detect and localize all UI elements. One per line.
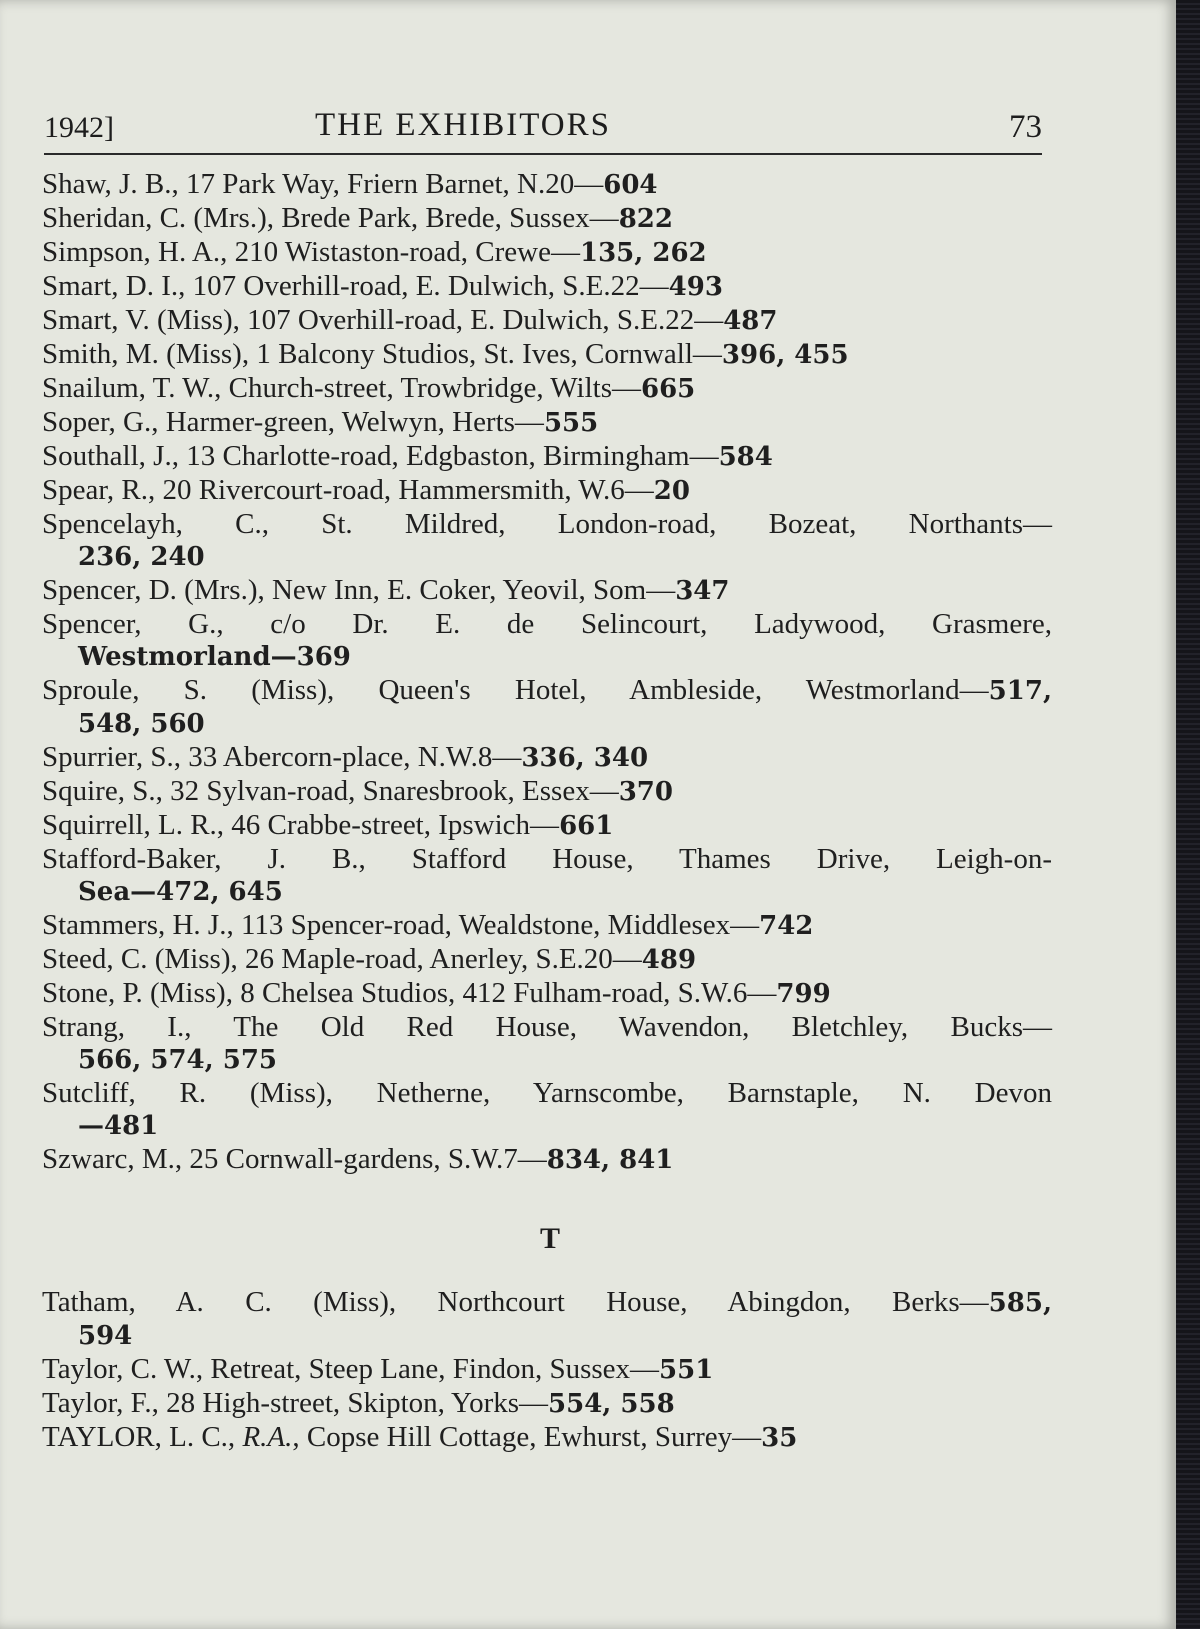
exhibitor-entry-taylor-lc [42,1421,1052,1455]
exhibitor-entry [42,168,1052,202]
exhibitor-entry [42,474,1052,508]
entry-address: Simpson, H. A., 210 Wistaston-road, Crewe— [42,236,580,268]
entry-name: TAYLOR, L. C., [42,1421,243,1453]
catalogue-numbers: 554, 558 [548,1389,675,1419]
entry-text [42,236,1052,270]
entry-text [42,406,1052,440]
entry-address: Smith, M. (Miss), 1 Balcony Studios, St. Ives, Cornwall— [42,338,722,370]
catalogue-numbers: 20 [653,476,690,506]
entry-address: Sutcliff, R. (Miss), Netherne, Yarnscombe, Barnstaple, N. Devon [42,1077,1052,1109]
catalogue-numbers: 555 [543,408,599,438]
exhibitor-entry [42,304,1052,338]
exhibitor-entry [42,1353,1052,1387]
catalogue-numbers: 135, 262 [580,238,707,268]
header-title: THE EXHIBITORS [315,107,611,143]
exhibitor-entry [42,406,1052,440]
entry-address: Soper, G., Harmer-green, Welwyn, Herts— [42,406,544,438]
header-year: 1942] [44,111,114,144]
catalogue-numbers: 347 [675,576,730,606]
entry-address: Spencer, G., c/o Dr. E. de Selincourt, Ladywood, Grasmere, [42,608,1052,640]
catalogue-numbers: 370 [618,777,673,807]
entry-text [42,508,1052,541]
exhibitor-list-t [42,1286,1052,1455]
entry-address: Spurrier, S., 33 Abercorn-place, N.W.8— [42,741,522,773]
catalogue-numbers: 487 [723,306,778,336]
entry-address: Smart, D. I., 107 Overhill-road, E. Dulwich, S.E.22— [42,270,669,302]
entry-text [42,608,1052,641]
catalogue-numbers: 604 [603,170,658,200]
entry-address: Szwarc, M., 25 Cornwall-gardens, S.W.7— [42,1143,547,1175]
catalogue-numbers: 336, 340 [521,743,649,773]
catalogue-numbers: 661 [559,811,614,841]
entry-address: Stafford-Baker, J. B., Stafford House, Thames Drive, Leigh-on- [42,843,1052,875]
entry-address: , Copse Hill Cottage, Ewhurst, Surrey— [292,1421,762,1453]
catalogue-numbers: 665 [640,374,696,404]
entry-address: Shaw, J. B., 17 Park Way, Friern Barnet, N.20— [42,168,604,200]
entry-text [42,574,1052,608]
entry-text [42,1011,1052,1044]
exhibitor-entry [42,270,1052,304]
entry-text [42,1387,1052,1421]
entry-text [42,909,1052,943]
entry-address: Steed, C. (Miss), 26 Maple-road, Anerley, S.E.20— [42,943,642,975]
entry-honour: R.A. [242,1421,293,1453]
entry-text [42,1421,1052,1455]
catalogue-numbers: 396, 455 [721,340,849,370]
entry-address: Strang, I., The Old Red House, Wavendon, Bletchley, Bucks— [42,1011,1052,1043]
entry-address: Taylor, C. W., Retreat, Steep Lane, Findon, Sussex— [42,1353,660,1385]
catalogue-numbers: 834, 841 [546,1145,674,1175]
catalogue-numbers: 799 [776,979,831,1009]
page-edge [1176,0,1200,1629]
catalogue-numbers: 489 [641,945,697,975]
exhibitor-entry [42,909,1052,943]
section-letter-t: T [539,1222,560,1255]
exhibitor-entry [42,1387,1052,1421]
exhibitor-entry [42,1011,1052,1077]
entry-address: Squire, S., 32 Sylvan-road, Snaresbrook, Essex— [42,775,619,807]
entry-address: Stammers, H. J., 113 Spencer-road, Wealdstone, Middlesex— [42,909,760,941]
exhibitor-entry [42,236,1052,270]
exhibitor-entry [42,202,1052,236]
catalogue-numbers: 584 [718,442,773,472]
exhibitor-entry [42,977,1052,1011]
exhibitor-entry [42,943,1052,977]
entry-text [42,1077,1052,1110]
catalogue-numbers: 35 [761,1423,798,1453]
entry-address: Spencelayh, C., St. Mildred, London-road, Bozeat, Northants— [42,508,1052,540]
exhibitor-entry [42,1286,1052,1353]
entry-continuation: 548, 560 [78,709,205,739]
exhibitor-list-s [42,168,1052,1177]
catalogue-numbers: 585, [988,1288,1052,1318]
catalogue-numbers: 742 [759,911,814,941]
entry-address: Spencer, D. (Mrs.), New Inn, E. Coker, Yeovil, Som— [42,574,676,606]
exhibitor-entry [42,1143,1052,1177]
catalogue-numbers: 493 [668,272,723,302]
running-header [44,103,1042,155]
entry-continuation: Sea—472, 645 [78,877,283,907]
entry-text [42,372,1052,406]
entry-address: Taylor, F., 28 High-street, Skipton, Yorks— [42,1387,549,1419]
entry-text [42,741,1052,775]
entry-text [42,304,1052,338]
entry-text [42,809,1052,843]
exhibitor-entry [42,338,1052,372]
entry-text [42,843,1052,876]
entry-continuation: 236, 240 [78,542,205,572]
exhibitor-entry [42,843,1052,909]
entry-address: Squirrell, L. R., 46 Crabbe-street, Ipswich— [42,809,560,841]
entry-text [42,674,1052,708]
entry-address: Stone, P. (Miss), 8 Chelsea Studios, 412 Fulham-road, S.W.6— [42,977,777,1009]
entry-text [42,270,1052,304]
entry-text [42,202,1052,236]
entry-address: Sheridan, C. (Mrs.), Brede Park, Brede, Sussex— [42,202,619,234]
entry-text [42,440,1052,474]
page-number: 73 [1009,109,1042,145]
catalogue-numbers: 551 [659,1355,714,1385]
entry-text [42,977,1052,1011]
entry-text [42,338,1052,372]
entry-text [42,775,1052,809]
exhibitor-entry [42,775,1052,809]
entry-continuation: —481 [78,1111,159,1141]
entry-text [42,943,1052,977]
exhibitor-entry [42,809,1052,843]
exhibitor-entry [42,440,1052,474]
entry-text [42,1143,1052,1177]
catalogue-numbers: 517, [988,676,1052,706]
catalogue-numbers: 822 [618,204,673,234]
entry-continuation: Westmorland—369 [78,642,351,672]
entry-address: Snailum, T. W., Church-street, Trowbridge, Wilts— [42,372,641,404]
entry-address: Spear, R., 20 Rivercourt-road, Hammersmith, W.6— [42,474,654,506]
exhibitor-entry [42,508,1052,574]
exhibitor-entry [42,608,1052,674]
entry-text [42,474,1052,508]
entry-address: Tatham, A. C. (Miss), Northcourt House, Abingdon, Berks— [42,1286,989,1318]
entry-continuation: 566, 574, 575 [78,1045,278,1075]
exhibitor-entry [42,674,1052,741]
entry-text [42,1353,1052,1387]
exhibitor-entry [42,372,1052,406]
exhibitor-entry [42,741,1052,775]
entry-continuation: 594 [78,1321,133,1351]
entry-text [42,168,1052,202]
entry-address: Southall, J., 13 Charlotte-road, Edgbaston, Birmingham— [42,440,719,472]
entry-address: Sproule, S. (Miss), Queen's Hotel, Ambleside, Westmorland— [42,674,989,706]
entry-text [42,1286,1052,1320]
exhibitor-entry [42,1077,1052,1143]
exhibitor-entry [42,574,1052,608]
entry-address: Smart, V. (Miss), 107 Overhill-road, E. Dulwich, S.E.22— [42,304,724,336]
